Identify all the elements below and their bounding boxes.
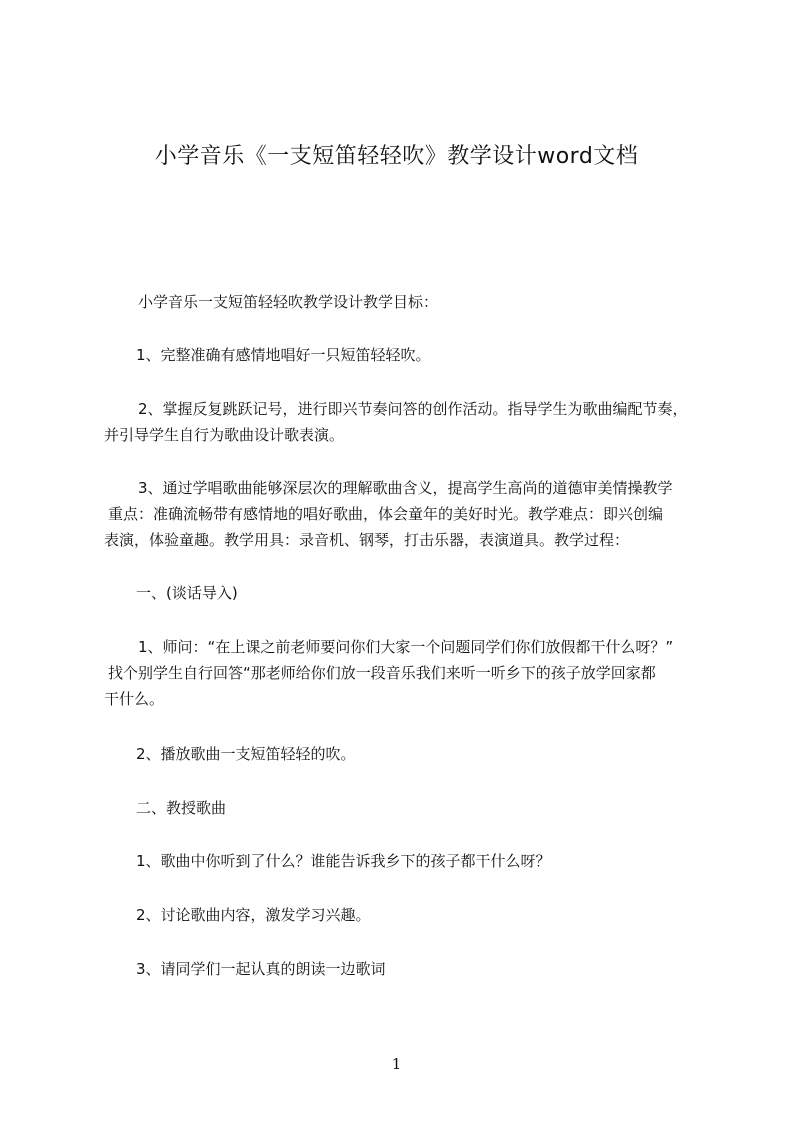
paragraph-line: 小学音乐一支短笛轻轻吹教学设计教学目标： — [138, 293, 439, 311]
paragraph-line: 重点：准确流畅带有感情地的唱好歌曲，体会童年的美好时光。教学难点：即兴创编 — [108, 505, 664, 523]
paragraph-objective-2 — [104, 396, 704, 448]
paragraph-line: 1、歌曲中你听到了什么？谁能告诉我乡下的孩子都干什么呀？ — [136, 852, 551, 870]
paragraph-line: 并引导学生自行为歌曲设计歌表演。 — [104, 426, 345, 444]
section-heading-intro — [136, 580, 736, 606]
paragraph-objective-3 — [104, 475, 704, 553]
paragraph-line: 二、教授歌曲 — [136, 799, 227, 817]
section-heading-teaching — [136, 795, 736, 821]
paragraph-line: 一、(谈话导入) — [136, 584, 238, 602]
paragraph-question-heard — [136, 848, 736, 874]
paragraph-read-lyrics — [136, 956, 736, 982]
paragraph-discuss — [136, 902, 736, 928]
paragraph-teacher-question — [104, 634, 704, 712]
paragraph-line: 2、播放歌曲一支短笛轻轻的吹。 — [136, 745, 356, 763]
paragraph-objectives-heading — [138, 289, 738, 315]
document-title: 小学音乐《一支短笛轻轻吹》教学设计word文档 — [154, 144, 639, 169]
paragraph-line: 1、师问：“在上课之前老师要问你们大家一个问题同学们你们放假都干什么呀？” — [138, 638, 674, 656]
paragraph-line: 1、完整准确有感情地唱好一只短笛轻轻吹。 — [136, 346, 431, 364]
paragraph-line: 找个别学生自行回答“那老师给你们放一段音乐我们来听一听乡下的孩子放学回家都 — [108, 664, 656, 682]
paragraph-line: 3、请同学们一起认真的朗读一边歌词 — [136, 960, 386, 978]
paragraph-line: 干什么。 — [104, 690, 165, 708]
paragraph-objective-1 — [136, 342, 736, 368]
paragraph-play-song — [136, 741, 736, 767]
paragraph-line: 2、掌握反复跳跃记号，进行即兴节奏问答的创作活动。指导学生为歌曲编配节奏， — [138, 400, 688, 418]
paragraph-line: 表演，体验童趣。教学用具：录音机、钢琴，打击乐器，表演道具。教学过程： — [104, 531, 630, 549]
paragraph-line: 2、讨论歌曲内容，激发学习兴趣。 — [136, 906, 371, 924]
page-number: 1 — [391, 1055, 402, 1073]
paragraph-line: 3、通过学唱歌曲能够深层次的理解歌曲含义，提高学生高尚的道德审美情操教学 — [138, 479, 673, 497]
